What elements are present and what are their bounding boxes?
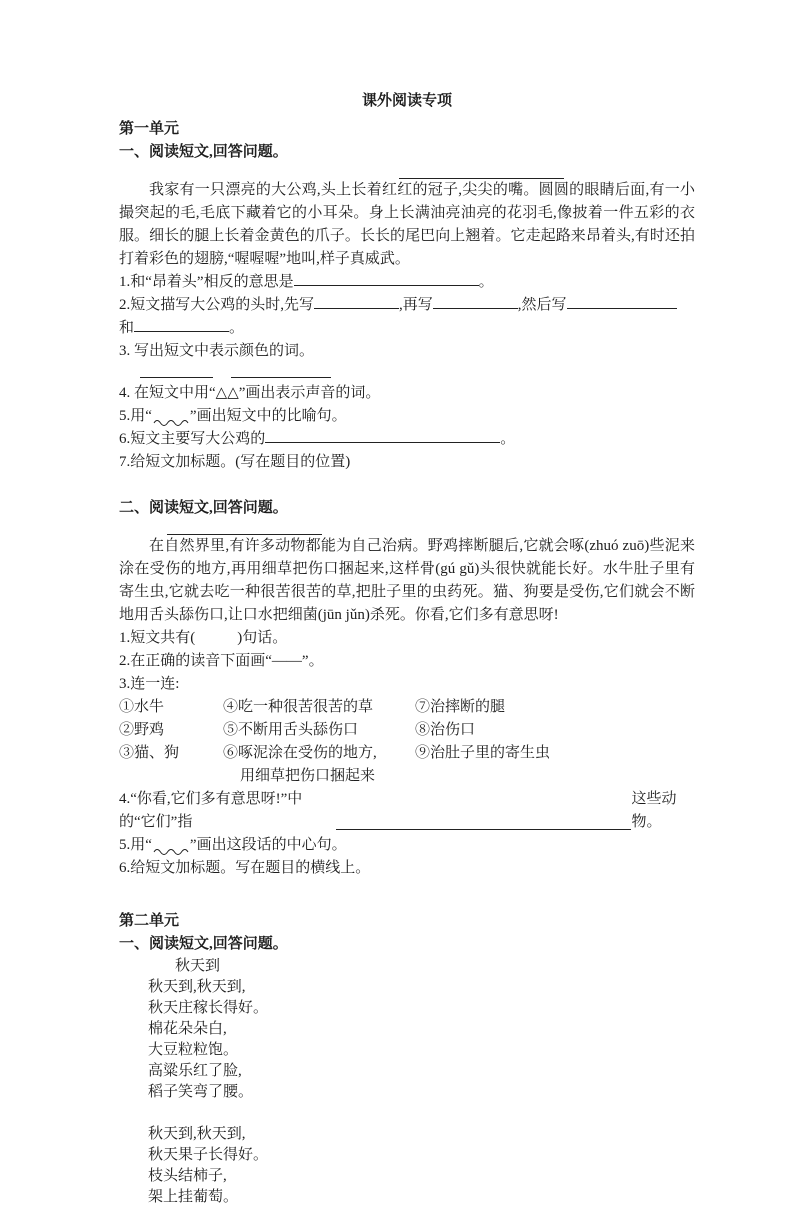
u1s1-question-7: 7.给短文加标题。(写在题目的位置) — [119, 454, 351, 470]
match-item-continuation: 用细草把伤口捆起来 — [240, 768, 376, 784]
poem-line: 秋天到,秋天到, — [148, 979, 246, 995]
page-title: 课外阅读专项 — [361, 93, 452, 109]
poem-line: 秋天到,秋天到, — [148, 1126, 246, 1142]
u1s1-q3-answer-blanks — [119, 363, 695, 382]
question-text: 。 — [229, 320, 245, 336]
answer-blank — [314, 294, 399, 309]
poem-line: 大豆粒粒饱。 — [148, 1042, 239, 1058]
answer-blank — [294, 271, 479, 286]
u1s1-question-3: 3. 写出短文中表示颜色的词。 — [119, 343, 315, 359]
u1s2-question-2: 2.在正确的读音下面画“——”。 — [119, 653, 324, 669]
question-text: 1.和“昂着头”相反的意思是 — [119, 274, 294, 290]
poem-line: 枝头结柿子, — [148, 1168, 227, 1184]
u1s2-question-4 — [119, 788, 695, 834]
u1s1-question-4: 4. 在短文中用“△△”画出表示声音的词。 — [119, 385, 381, 401]
wavy-line-icon — [152, 405, 190, 428]
match-item: ⑦治摔断的腿 — [415, 699, 506, 715]
question-text: )句话。 — [237, 630, 288, 646]
u1s2-question-6: 6.给短文加标题。写在题目的横线上。 — [119, 860, 371, 876]
u1s1-question-1 — [119, 271, 695, 294]
question-text: 。 — [500, 431, 516, 447]
unit1-heading: 第一单元 — [119, 121, 180, 137]
u1s2-question-5 — [119, 834, 695, 857]
poem-line: 稻子笑弯了腰。 — [148, 1084, 254, 1100]
poem-stanza-1 — [148, 977, 695, 1103]
unit1-section1-heading: 一、阅读短文,回答问题。 — [119, 144, 288, 160]
passage1-title-blank — [399, 166, 564, 179]
question-text: 4.“你看,它们多有意思呀!”中的“它们”指 — [119, 791, 303, 830]
poem-stanza-2 — [148, 1124, 695, 1208]
question-text: ”画出这段话的中心句。 — [189, 837, 347, 853]
wavy-line-icon — [152, 834, 190, 857]
question-text: 5.用“ — [119, 408, 152, 424]
answer-blank — [336, 815, 631, 830]
question-text: 5.用“ — [119, 837, 152, 853]
u1s1-question-5 — [119, 405, 695, 428]
match-item: ⑧治伤口 — [415, 722, 476, 738]
u1s2-question-3: 3.连一连: — [119, 676, 180, 692]
question-text: 6.短文主要写大公鸡的 — [119, 431, 266, 447]
poem-line: 棉花朵朵白, — [148, 1021, 227, 1037]
poem-line: 架上挂葡萄。 — [148, 1189, 239, 1205]
question-text: ”画出短文中的比喻句。 — [189, 408, 347, 424]
match-item: ⑨治肚子里的寄生虫 — [415, 745, 551, 761]
u1s1-question-6 — [119, 428, 695, 451]
match-item: ②野鸡 — [119, 722, 165, 738]
question-text: 1.短文共有( — [119, 630, 196, 646]
poem-line: 秋天果子长得好。 — [148, 1147, 269, 1163]
match-item: ⑥啄泥涂在受伤的地方, — [223, 745, 377, 761]
answer-blank — [433, 294, 518, 309]
question-text: 这些动物。 — [631, 791, 677, 830]
poem-line: 高粱乐红了脸, — [148, 1063, 242, 1079]
u1s1-question-2-cont — [119, 317, 695, 340]
question-text: 。 — [478, 274, 494, 290]
unit2-heading: 第二单元 — [119, 913, 180, 929]
u1s2-question-1 — [119, 627, 695, 650]
match-item — [415, 765, 695, 788]
answer-blank — [567, 294, 677, 309]
answer-blank — [140, 363, 213, 378]
answer-blank — [231, 363, 331, 378]
question-text: 和 — [119, 320, 135, 336]
passage2-text: 在自然界里,有许多动物都能为自己治病。野鸡摔断腿后,它就会啄(zhuó zuō)些泥来涂在受伤的地方,再用细草把伤口捆起来,这样骨(gú gǔ)头很快就能长好。水牛肚子里有寄生虫,它就去吃一种很苦很苦的草,把肚子里的虫药死。猫、狗要是受伤,它们就会不断地用舌头舔伤口,让口水把细菌(jūn jǔn)杀死。你看,它们多有意思呀! — [119, 538, 695, 623]
poem-line: 秋天庄稼长得好。 — [148, 1000, 269, 1016]
match-item: ①水牛 — [119, 699, 165, 715]
answer-blank — [134, 317, 229, 332]
passage1-text: 我家有一只漂亮的大公鸡,头上长着红红的冠子,尖尖的嘴。圆圆的眼睛后面,有一小撮突起的毛,毛底下藏着它的小耳朵。身上长满油亮油亮的花羽毛,像披着一件五彩的衣服。细长的腿上长着金黄色的爪子。长长的尾巴向上翘着。它走起路来昂着头,有时还拍打着彩色的翅膀,“喔喔喔”地叫,样子真威武。 — [119, 182, 695, 267]
match-item: ④吃一种很苦很苦的草 — [223, 699, 374, 715]
question-text: ,再写 — [399, 297, 433, 313]
question-text: ,然后写 — [517, 297, 567, 313]
passage2-title-blank — [167, 522, 322, 535]
question-text: 2.短文描写大公鸡的头时,先写 — [119, 297, 315, 313]
answer-blank — [265, 428, 500, 443]
poem-title: 秋天到 — [175, 958, 221, 974]
unit1-section2-heading: 二、阅读短文,回答问题。 — [119, 500, 288, 516]
stanza-separator — [119, 1103, 695, 1124]
matching-exercise — [119, 696, 695, 788]
match-item: ⑤不断用舌头舔伤口 — [223, 722, 359, 738]
unit2-section1-heading: 一、阅读短文,回答问题。 — [119, 936, 288, 952]
match-item: ③猫、狗 — [119, 745, 180, 761]
u1s1-question-2 — [119, 294, 695, 317]
match-item — [119, 765, 223, 788]
